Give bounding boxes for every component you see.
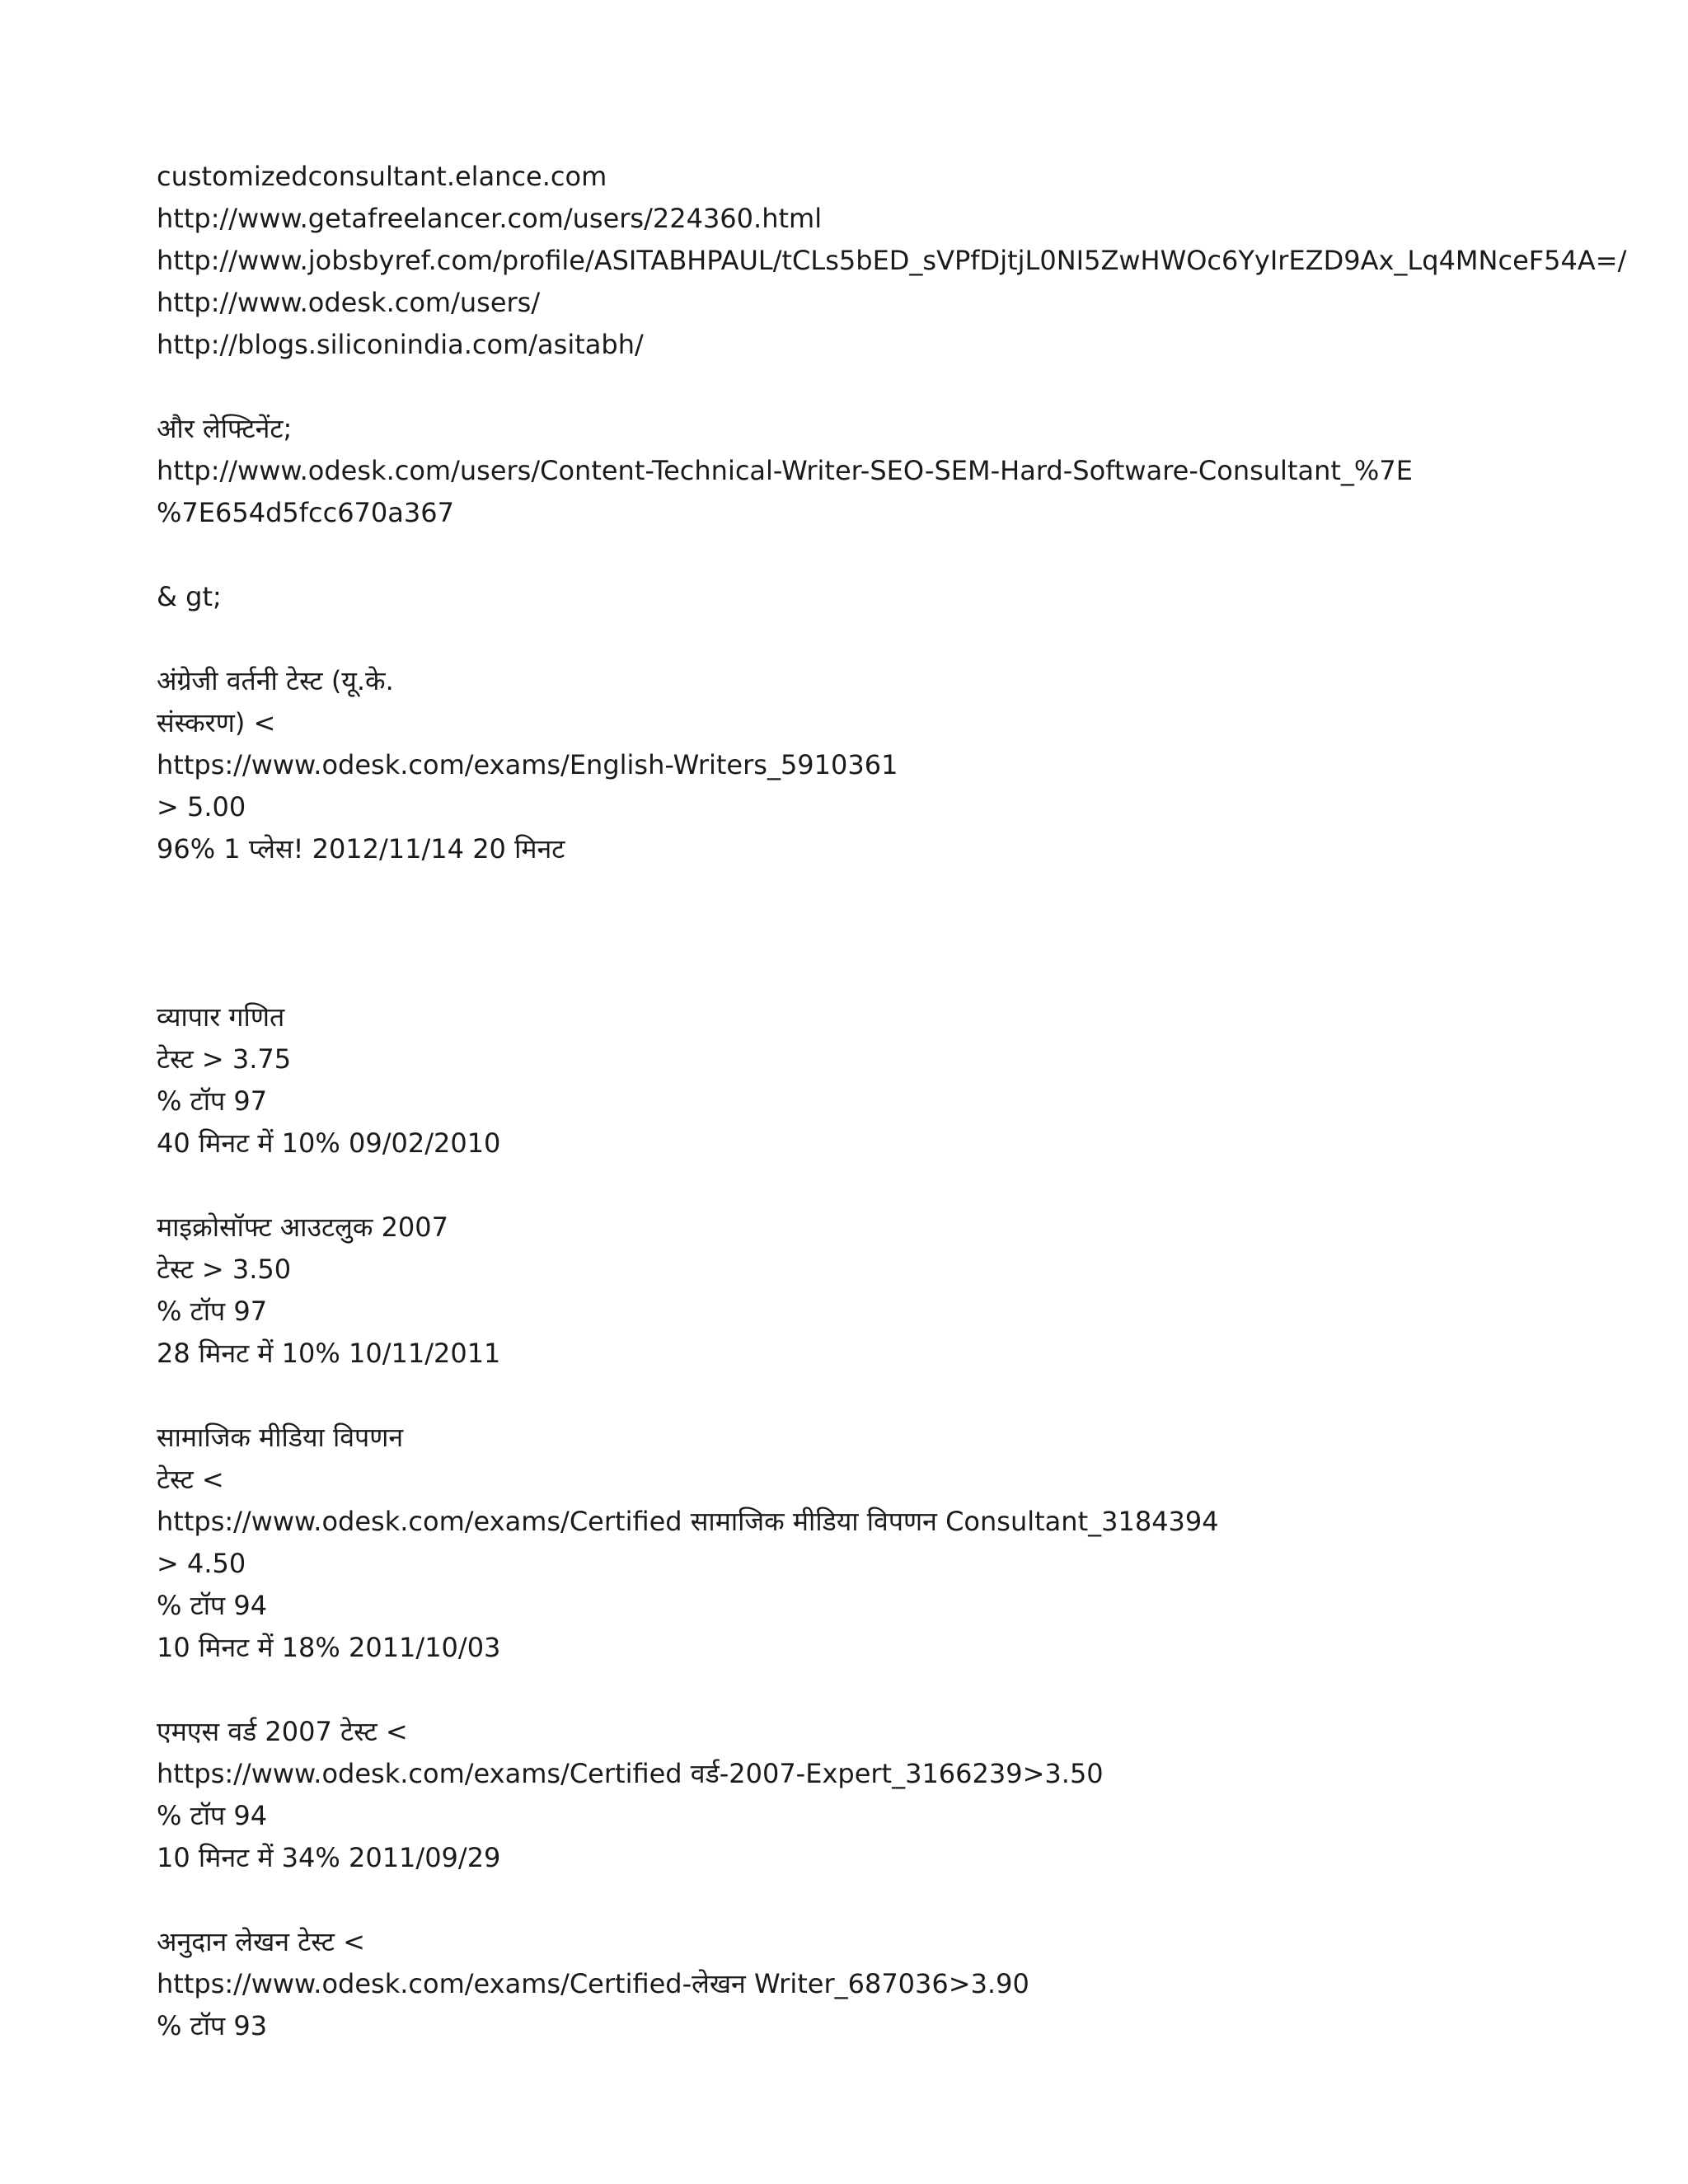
profile-link: customizedconsultant.elance.com: [157, 161, 607, 192]
test-url: https://www.odesk.com/exams/Certified सामाजिक मीडिया विपणन Consultant_3184394: [157, 1506, 1219, 1537]
test-title: एमएस वर्ड 2007 टेस्ट <: [157, 1716, 408, 1747]
lieutenant-url-continued: %7E654d5fcc670a367: [157, 497, 454, 528]
test-result: 96% 1 प्लेस! 2012/11/14 20 मिनट: [157, 833, 565, 865]
test-url: https://www.odesk.com/exams/Certified वर्ड-2007-Expert_3166239>3.50: [157, 1758, 1104, 1789]
gt-entity-line: & gt;: [157, 581, 222, 612]
test-result: 28 मिनट में 10% 10/11/2011: [157, 1338, 501, 1369]
test-rank: % टॉप 97: [157, 1296, 268, 1327]
paragraph-gap: [157, 912, 1640, 954]
paragraph-gap: [157, 534, 1640, 576]
paragraph-gap: [157, 1879, 1640, 1921]
test-rank: % टॉप 94: [157, 1800, 268, 1831]
paragraph-gap: [157, 366, 1640, 408]
test-title: अंग्रेजी वर्तनी टेस्ट (यू.के.: [157, 665, 394, 696]
paragraph-gap: [157, 1375, 1640, 1417]
profile-link: http://blogs.siliconindia.com/asitabh/: [157, 329, 644, 360]
paragraph-gap: [157, 1165, 1640, 1207]
paragraph-gap: [157, 954, 1640, 996]
test-score: टेस्ट > 3.75: [157, 1043, 292, 1075]
document-body: [157, 156, 1640, 2047]
test-rank: % टॉप 93: [157, 2010, 268, 2041]
test-result: 10 मिनट में 34% 2011/09/29: [157, 1842, 501, 1873]
test-result: 40 मिनट में 10% 09/02/2010: [157, 1127, 501, 1159]
profile-link: http://www.odesk.com/users/: [157, 287, 541, 318]
test-title: सामाजिक मीडिया विपणन: [157, 1422, 404, 1453]
profile-link: http://www.jobsbyref.com/profile/ASITABHPAUL/tCLs5bED_sVPfDjtjL0NI5ZwHWOc6YyIrEZD9Ax_Lq4MNceF54A=/: [157, 245, 1627, 276]
test-rank: % टॉप 97: [157, 1085, 268, 1117]
test-title: माइक्रोसॉफ्ट आउटलुक 2007: [157, 1212, 449, 1243]
test-url: https://www.odesk.com/exams/English-Writers_5910361: [157, 749, 898, 780]
test-rank: % टॉप 94: [157, 1590, 268, 1621]
paragraph-gap: [157, 1669, 1640, 1711]
test-title-continued: टेस्ट <: [157, 1464, 224, 1495]
test-title: व्यापार गणित: [157, 1001, 285, 1033]
paragraph-gap: [157, 870, 1640, 912]
test-score: > 5.00: [157, 791, 246, 823]
lieutenant-url: http://www.odesk.com/users/Content-Technical-Writer-SEO-SEM-Hard-Software-Consultant_%7E: [157, 455, 1413, 486]
lieutenant-heading: और लेफ्टिनेंट;: [157, 413, 293, 444]
test-score: > 4.50: [157, 1548, 246, 1579]
test-title-continued: संस्करण) <: [157, 707, 276, 738]
test-title: अनुदान लेखन टेस्ट <: [157, 1926, 365, 1957]
test-url: https://www.odesk.com/exams/Certified-लेखन Writer_687036>3.90: [157, 1968, 1029, 1999]
paragraph-gap: [157, 618, 1640, 660]
profile-link: http://www.getafreelancer.com/users/224360.html: [157, 203, 823, 234]
test-result: 10 मिनट में 18% 2011/10/03: [157, 1632, 501, 1663]
test-score: टेस्ट > 3.50: [157, 1254, 292, 1285]
